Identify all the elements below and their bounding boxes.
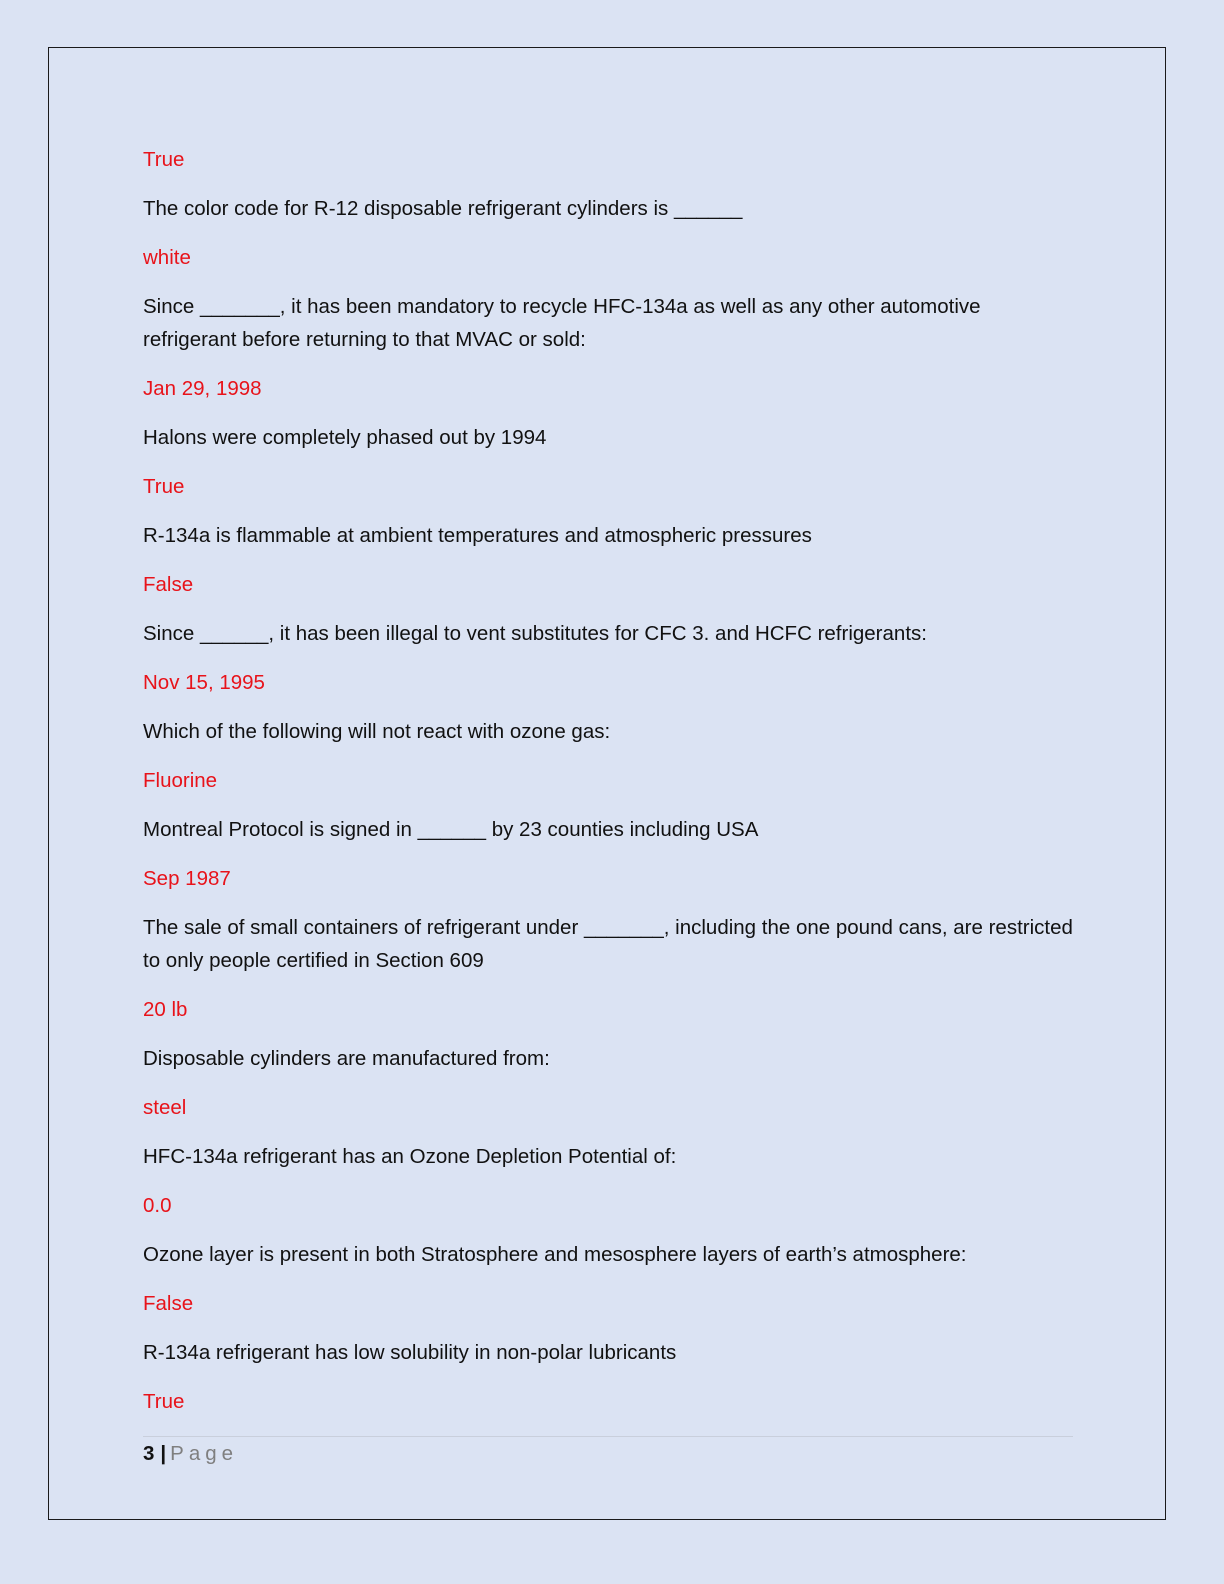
answer-text: Sep 1987 <box>143 867 231 890</box>
answer-text: steel <box>143 1096 187 1119</box>
question-text: The sale of small containers of refrigerant under _______, including the one pound cans, are restricted to only people certified in Section 609 <box>143 916 1079 972</box>
question-text: HFC-134a refrigerant has an Ozone Depletion Potential of: <box>143 1145 677 1168</box>
answer-text: white <box>143 246 191 269</box>
footer-divider <box>143 1436 1073 1437</box>
answer-text: Jan 29, 1998 <box>143 377 262 400</box>
question-text: Ozone layer is present in both Stratosphere and mesosphere layers of earth’s atmosphere: <box>143 1243 967 1266</box>
question-text: Disposable cylinders are manufactured from: <box>143 1047 550 1070</box>
answer-text: False <box>143 1292 194 1315</box>
answer-text: 20 lb <box>143 998 188 1021</box>
question-text: The color code for R-12 disposable refrigerant cylinders is ______ <box>143 197 743 220</box>
question-text: Halons were completely phased out by 1994 <box>143 426 547 449</box>
question-text: Since ______, it has been illegal to vent substitutes for CFC 3. and HCFC refrigerants: <box>143 622 927 645</box>
question-text: Montreal Protocol is signed in ______ by 23 counties including USA <box>143 818 759 841</box>
answer-text: True <box>143 148 185 171</box>
answer-text: 0.0 <box>143 1194 172 1217</box>
question-text: R-134a is flammable at ambient temperatures and atmospheric pressures <box>143 524 812 547</box>
answer-text: Fluorine <box>143 769 218 792</box>
footer-separator: | <box>160 1442 167 1465</box>
page-footer <box>143 1440 238 1468</box>
question-text: Which of the following will not react with ozone gas: <box>143 720 611 743</box>
answer-text: True <box>143 1390 185 1413</box>
answer-text: False <box>143 573 194 596</box>
question-text: R-134a refrigerant has low solubility in non-polar lubricants <box>143 1341 677 1364</box>
answer-text: Nov 15, 1995 <box>143 671 265 694</box>
question-text: Since _______, it has been mandatory to recycle HFC-134a as well as any other automotive refrigerant before returning to that MVAC or sold: <box>143 295 987 351</box>
document-body <box>143 143 1079 1434</box>
page-number: 3 <box>143 1442 155 1465</box>
answer-text: True <box>143 475 185 498</box>
page-label: Page <box>170 1442 239 1465</box>
